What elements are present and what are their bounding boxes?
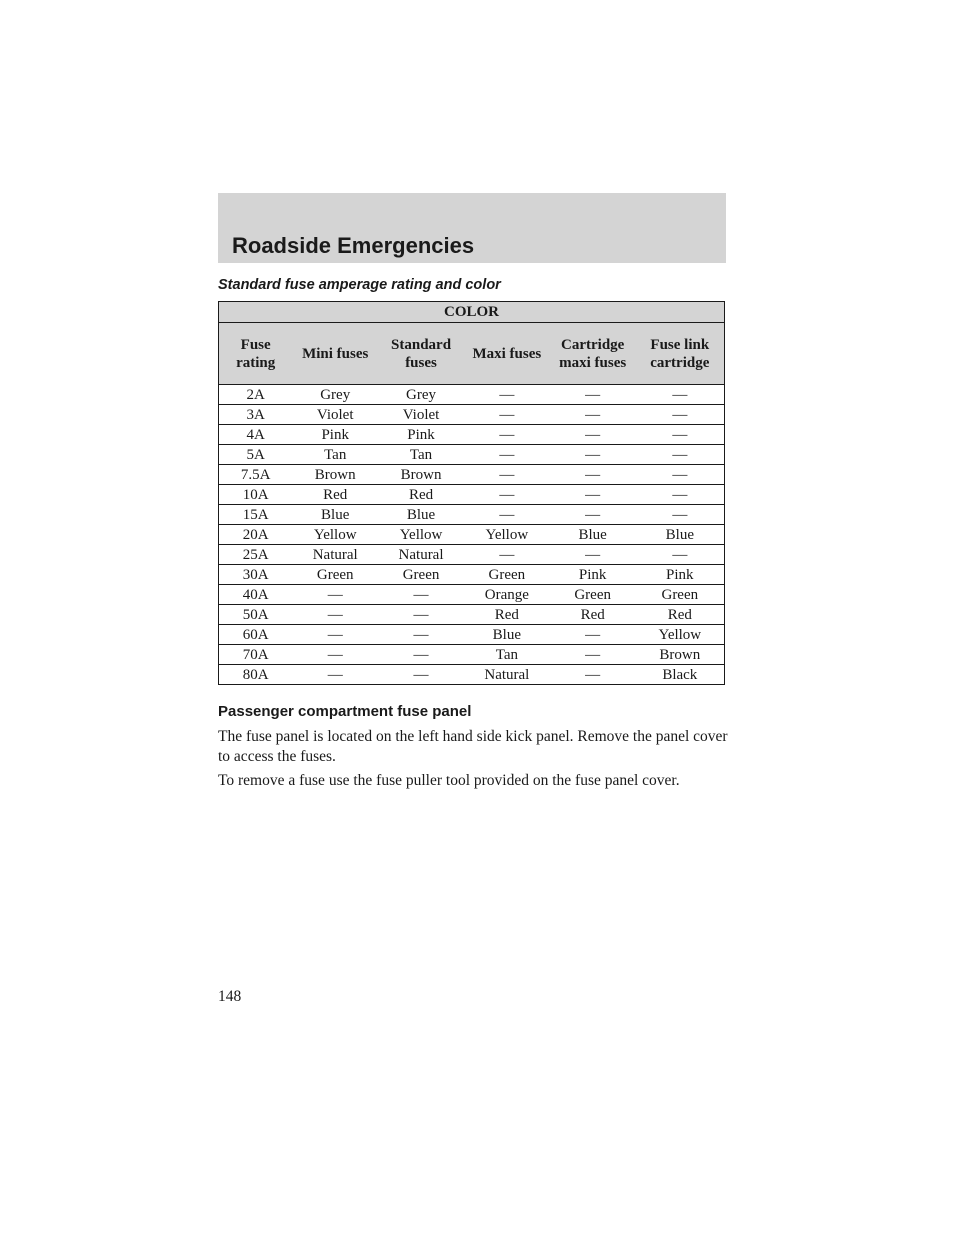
table-caption: Standard fuse amperage rating and color bbox=[218, 277, 501, 293]
table-cell: Brown bbox=[636, 645, 725, 665]
color-group-header: COLOR bbox=[219, 302, 725, 323]
column-header: Fuse rating bbox=[219, 323, 293, 385]
table-cell: 25A bbox=[219, 545, 293, 565]
table-cell: Blue bbox=[292, 505, 378, 525]
table-cell: Grey bbox=[378, 385, 464, 405]
table-cell: Green bbox=[636, 585, 725, 605]
table-cell: Green bbox=[550, 585, 636, 605]
table-cell: Green bbox=[378, 565, 464, 585]
table-row bbox=[219, 585, 725, 605]
column-header: Fuse link cartridge bbox=[636, 323, 725, 385]
table-cell: — bbox=[464, 385, 550, 405]
table-cell: — bbox=[378, 625, 464, 645]
table-row bbox=[219, 645, 725, 665]
table-cell: — bbox=[636, 465, 725, 485]
table-group-header-row bbox=[219, 302, 725, 323]
table-cell: Black bbox=[636, 665, 725, 685]
table-row bbox=[219, 425, 725, 445]
table-cell: Natural bbox=[464, 665, 550, 685]
column-header: Standard fuses bbox=[378, 323, 464, 385]
section-title: Roadside Emergencies bbox=[232, 233, 475, 258]
section-header-band bbox=[218, 193, 726, 263]
table-cell: — bbox=[636, 505, 725, 525]
table-column-header-row bbox=[219, 323, 725, 385]
table-cell: Blue bbox=[636, 525, 725, 545]
table-cell: — bbox=[636, 385, 725, 405]
table-row bbox=[219, 385, 725, 405]
table-cell: Yellow bbox=[378, 525, 464, 545]
table-cell: 70A bbox=[219, 645, 293, 665]
table-cell: 50A bbox=[219, 605, 293, 625]
table-row bbox=[219, 625, 725, 645]
table-cell: Blue bbox=[378, 505, 464, 525]
table-cell: 5A bbox=[219, 445, 293, 465]
table-cell: Pink bbox=[378, 425, 464, 445]
table-row bbox=[219, 565, 725, 585]
table-cell: — bbox=[550, 625, 636, 645]
table-cell: — bbox=[550, 485, 636, 505]
table-cell: — bbox=[464, 545, 550, 565]
section-heading: Passenger compartment fuse panel bbox=[218, 703, 472, 720]
table-cell: Yellow bbox=[292, 525, 378, 545]
table-cell: Pink bbox=[292, 425, 378, 445]
table-cell: Blue bbox=[550, 525, 636, 545]
table-cell: — bbox=[550, 505, 636, 525]
table-cell: Green bbox=[464, 565, 550, 585]
table-cell: Brown bbox=[292, 465, 378, 485]
table-cell: Red bbox=[636, 605, 725, 625]
table-cell: — bbox=[550, 445, 636, 465]
table-cell: 3A bbox=[219, 405, 293, 425]
table-cell: 2A bbox=[219, 385, 293, 405]
table-cell: — bbox=[636, 545, 725, 565]
table-cell: 10A bbox=[219, 485, 293, 505]
table-cell: — bbox=[464, 465, 550, 485]
column-header: Mini fuses bbox=[292, 323, 378, 385]
table-cell: Yellow bbox=[636, 625, 725, 645]
table-cell: 40A bbox=[219, 585, 293, 605]
table-row bbox=[219, 465, 725, 485]
table-cell: Pink bbox=[636, 565, 725, 585]
table-cell: 7.5A bbox=[219, 465, 293, 485]
table-cell: — bbox=[636, 405, 725, 425]
table-cell: — bbox=[292, 645, 378, 665]
table-cell: Yellow bbox=[464, 525, 550, 545]
table-cell: — bbox=[464, 425, 550, 445]
table-cell: Blue bbox=[464, 625, 550, 645]
table-cell: — bbox=[378, 645, 464, 665]
table-cell: — bbox=[292, 625, 378, 645]
table-row bbox=[219, 405, 725, 425]
table-row bbox=[219, 485, 725, 505]
table-cell: — bbox=[550, 425, 636, 445]
table-cell: Natural bbox=[378, 545, 464, 565]
table-cell: — bbox=[636, 485, 725, 505]
table-cell: — bbox=[378, 585, 464, 605]
body-paragraph: To remove a fuse use the fuse puller tool provided on the fuse panel cover. bbox=[218, 772, 680, 789]
table-cell: Red bbox=[292, 485, 378, 505]
table-cell: Green bbox=[292, 565, 378, 585]
table-cell: Grey bbox=[292, 385, 378, 405]
table-cell: Pink bbox=[550, 565, 636, 585]
table-cell: Tan bbox=[378, 445, 464, 465]
table-row bbox=[219, 665, 725, 685]
table-cell: Red bbox=[550, 605, 636, 625]
table-cell: — bbox=[464, 405, 550, 425]
table-cell: 80A bbox=[219, 665, 293, 685]
table-row bbox=[219, 545, 725, 565]
table-cell: — bbox=[550, 665, 636, 685]
table-cell: Orange bbox=[464, 585, 550, 605]
table-cell: — bbox=[550, 545, 636, 565]
table-row bbox=[219, 525, 725, 545]
table-cell: Red bbox=[464, 605, 550, 625]
table-cell: Natural bbox=[292, 545, 378, 565]
table-cell: 60A bbox=[219, 625, 293, 645]
table-cell: 4A bbox=[219, 425, 293, 445]
table-cell: — bbox=[464, 485, 550, 505]
table-cell: — bbox=[464, 505, 550, 525]
table-row bbox=[219, 605, 725, 625]
table-cell: — bbox=[550, 465, 636, 485]
table-cell: Violet bbox=[378, 405, 464, 425]
table-cell: Tan bbox=[464, 645, 550, 665]
table-cell: — bbox=[292, 665, 378, 685]
table-cell: 20A bbox=[219, 525, 293, 545]
table-cell: — bbox=[550, 645, 636, 665]
table-cell: 15A bbox=[219, 505, 293, 525]
table-cell: — bbox=[292, 585, 378, 605]
table-cell: Tan bbox=[292, 445, 378, 465]
table-cell: Brown bbox=[378, 465, 464, 485]
table-cell: Red bbox=[378, 485, 464, 505]
body-paragraph: The fuse panel is located on the left hand side kick panel. Remove the panel cover to access the fuses. bbox=[218, 728, 728, 765]
column-header: Maxi fuses bbox=[464, 323, 550, 385]
table-cell: — bbox=[636, 425, 725, 445]
table-row bbox=[219, 445, 725, 465]
table-cell: 30A bbox=[219, 565, 293, 585]
table-row bbox=[219, 505, 725, 525]
column-header: Cartridge maxi fuses bbox=[550, 323, 636, 385]
page-number: 148 bbox=[218, 988, 242, 1005]
table-cell: — bbox=[292, 605, 378, 625]
fuse-color-table bbox=[218, 301, 725, 685]
table-cell: — bbox=[464, 445, 550, 465]
table-cell: — bbox=[636, 445, 725, 465]
table-cell: — bbox=[378, 605, 464, 625]
table-cell: — bbox=[550, 405, 636, 425]
table-cell: — bbox=[378, 665, 464, 685]
table-cell: — bbox=[550, 385, 636, 405]
table-cell: Violet bbox=[292, 405, 378, 425]
